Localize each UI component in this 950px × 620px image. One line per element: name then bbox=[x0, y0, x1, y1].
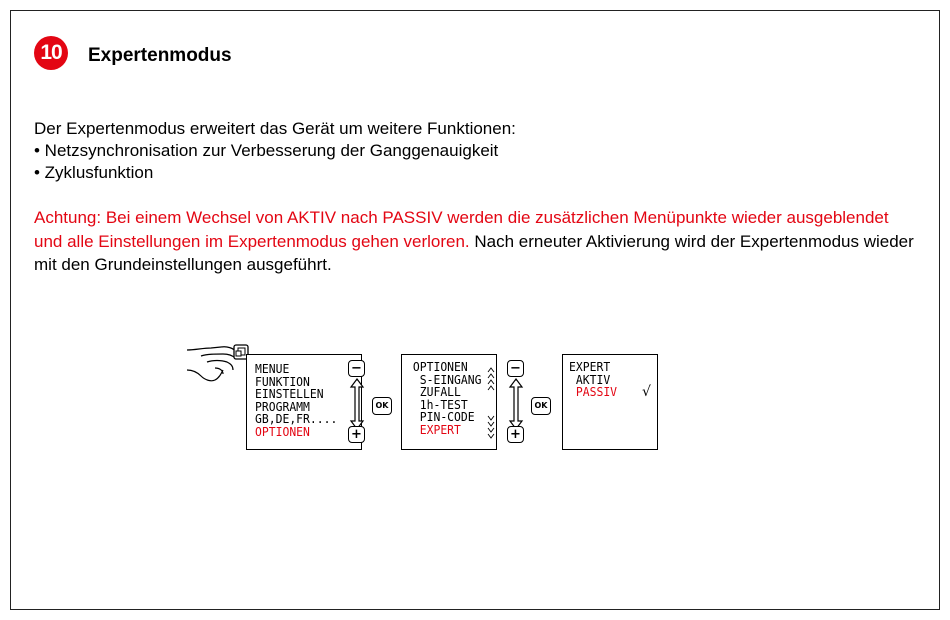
options-row-zufall: ZUFALL bbox=[406, 385, 461, 399]
options-row-title: OPTIONEN bbox=[406, 360, 468, 374]
plus-key: + bbox=[507, 426, 524, 443]
minus-key: − bbox=[507, 360, 524, 377]
expert-row-passiv: PASSIV bbox=[569, 385, 618, 399]
scroll-arrow-icon bbox=[348, 378, 366, 430]
scroll-up-indicator-icon bbox=[487, 366, 495, 398]
feature-item-netzsynchronisation: • Netzsynchronisation zur Verbesserung der Ganggenauigkeit bbox=[34, 141, 499, 160]
options-row-pin-code: PIN-CODE bbox=[406, 410, 475, 424]
scroll-down-indicator-icon bbox=[487, 412, 495, 444]
display-screen-menu bbox=[246, 354, 362, 450]
menu-row-einstellen: EINSTELLEN bbox=[255, 387, 324, 401]
plus-key: + bbox=[348, 426, 365, 443]
display-screen-expert bbox=[562, 354, 658, 450]
ok-key: OK bbox=[531, 397, 551, 415]
menu-row-funktion: FUNKTION bbox=[255, 374, 310, 389]
options-row-expert: EXPERT bbox=[406, 422, 461, 437]
options-row-1h-test: 1h-TEST bbox=[406, 397, 468, 412]
warning-red-text: Achtung: Bei einem Wechsel von AKTIV nach PASSIV werden die zusätzlichen Menüpunkte wieder ausgeblendet und alle Einstellungen im Expertenmodus gehen verloren. bbox=[34, 208, 889, 251]
section-title: Expertenmodus bbox=[88, 45, 232, 66]
menu-row-languages: GB,DE,FR.... bbox=[255, 412, 338, 426]
menu-row-optionen: OPTIONEN bbox=[255, 424, 310, 439]
page-frame bbox=[10, 10, 940, 610]
menu-row-menue: MENUE bbox=[255, 362, 290, 376]
warning-paragraph bbox=[34, 206, 914, 277]
hand-press-icon bbox=[185, 342, 255, 387]
warning-followup-text: Nach erneuter Aktivierung wird der Expertenmodus wieder mit den Grundeinstellungen ausgeführt. bbox=[34, 231, 914, 274]
check-mark-icon: √ bbox=[642, 384, 651, 400]
minus-key: − bbox=[348, 360, 365, 377]
scroll-arrow-icon bbox=[507, 378, 525, 430]
ok-key: OK bbox=[372, 397, 392, 415]
feature-list bbox=[34, 140, 498, 184]
display-screen-options bbox=[401, 354, 497, 450]
intro-text: Der Expertenmodus erweitert das Gerät um weitere Funktionen: bbox=[34, 119, 516, 138]
feature-item-zyklusfunktion: • Zyklusfunktion bbox=[34, 163, 154, 182]
expert-row-title: EXPERT bbox=[569, 360, 611, 374]
expert-row-aktiv: AKTIV bbox=[569, 372, 611, 387]
menu-row-programm: PROGRAMM bbox=[255, 399, 310, 414]
section-number-badge: 10 bbox=[34, 36, 68, 70]
options-row-s-eingang: S-EINGANG bbox=[406, 372, 482, 387]
